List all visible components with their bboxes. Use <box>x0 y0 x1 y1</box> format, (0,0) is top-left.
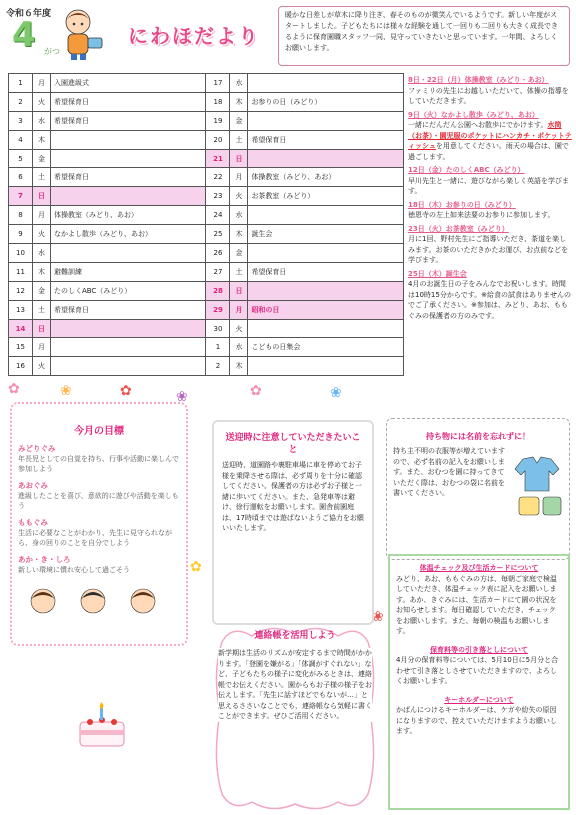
flower-icon: ❀ <box>372 609 384 625</box>
day-number: 12 <box>9 281 33 300</box>
event-body: 早川先生と一緒に、遊びながら楽しく英語を学びます。 <box>408 176 569 195</box>
day-number: 21 <box>206 149 230 168</box>
newsletter-title: にわほだより <box>128 24 260 48</box>
belongings-body: 持ち主不明の衣服等が増えていますので、必ず名前の記入をお願いします。また、おむつを園に持ってきていただく際は、おむつの袋に名前を書いてください。 <box>393 447 505 497</box>
weekday: 日 <box>32 187 50 206</box>
weekday: 月 <box>32 74 50 93</box>
day-number: 16 <box>9 357 33 376</box>
day-number: 4 <box>9 130 33 149</box>
day-number: 25 <box>206 225 230 244</box>
event-body <box>408 120 572 162</box>
event-body: 月に1回、野村先生にご指導いただき、茶道を楽しみます。お茶のいただきかたお運び、お点前などを学びます。 <box>408 235 569 264</box>
event-details <box>408 72 572 321</box>
calendar-row <box>9 111 404 130</box>
event-body: ファミリの先生にお越しいただいて、体操の指導をしていただきます。 <box>408 86 569 105</box>
weekday: 水 <box>230 338 248 357</box>
day-number: 8 <box>9 206 33 225</box>
weekday: 土 <box>32 168 50 187</box>
calendar-row <box>9 130 404 149</box>
day-number: 24 <box>206 206 230 225</box>
calendar-row <box>9 206 404 225</box>
calendar-row <box>9 244 404 263</box>
weekday: 水 <box>230 74 248 93</box>
notice-body: みどり、あお、ももぐみの方は、毎朝ご家庭で検温していただき、体温チェック表に記入をお願いします。あか、きぐみには、生活カードにて園の状況をお知らせします。毎日確認していただき、チェックをお願いします。また、毎朝の検温もお願いします。 <box>396 574 557 635</box>
notice-body: かばんにつけるキーホルダーは、ケガや紛失の原因になりますので、控えていただけますようお願いします。 <box>396 706 557 735</box>
event-name: お参りの日（みどり） <box>248 92 404 111</box>
calendar-row <box>9 262 404 281</box>
event-name <box>248 74 404 93</box>
goal-text: 年長児としての自覚を持ち、行事や活動に楽しんで参加しよう <box>18 455 179 473</box>
event-name <box>50 319 206 338</box>
belongings-title: 持ち物には名前を忘れずに！ <box>426 432 530 441</box>
event-name: 希望保育日 <box>50 168 206 187</box>
items-to-bring: 水筒（お茶）・園児服のポケットにハンカチ・ポケットティッシュ <box>408 121 572 150</box>
day-number: 1 <box>9 74 33 93</box>
weekday: 日 <box>32 319 50 338</box>
weekday: 日 <box>230 149 248 168</box>
event-body: 4月のお誕生日の子をみんなでお祝いします。時間は10時15分からです。※給食の試食はありませんのでご了承ください。※参加は、みどり、あお、ももぐみの保護者の方のみです。 <box>408 280 572 320</box>
calendar-row <box>9 338 404 357</box>
day-number: 2 <box>206 357 230 376</box>
header <box>0 0 576 70</box>
notices-panel <box>388 554 570 810</box>
event-name <box>248 149 404 168</box>
class-name: あおぐみ <box>18 481 48 490</box>
event-name: 希望保育日 <box>248 262 404 281</box>
contact-book-title: 連絡帳を活用しよう <box>254 631 336 641</box>
event-heading: 9日（火）なかよし散歩（みどり、あお） <box>408 110 539 119</box>
event-name <box>248 281 404 300</box>
event-name <box>50 130 206 149</box>
day-number: 30 <box>206 319 230 338</box>
event-name <box>50 338 206 357</box>
day-number: 18 <box>206 92 230 111</box>
contact-book-body: 新学期は生活のリズムが安定するまで時間がかかります。「登園を嫌がる」「体調がすぐれない」など、子どもたちの様子に変化がみるときは、連絡帳でお伝えください。園からもお子様の様子をお伝えします。「先生に話すほどでもないが…」と思えるささいなことでも、連絡帳なら気軽に書くことができます。ぜひご活用ください。 <box>218 649 372 720</box>
event-name <box>50 357 206 376</box>
event-name <box>50 187 206 206</box>
goals-title: 今月の目標 <box>74 426 124 437</box>
event-name <box>248 357 404 376</box>
birthday-cake-icon <box>72 700 132 750</box>
calendar-row <box>9 357 404 376</box>
weekday: 木 <box>230 357 248 376</box>
event-name: 体操教室（みどり、あお） <box>248 168 404 187</box>
event-heading: 25日（木）誕生会 <box>408 269 467 278</box>
flower-icon: ❀ <box>176 389 188 405</box>
day-number: 19 <box>206 111 230 130</box>
weekday: 日 <box>230 281 248 300</box>
contact-book-panel <box>212 622 378 814</box>
day-number: 26 <box>206 244 230 263</box>
event-heading: 23日（火）お茶教室（みどり） <box>408 224 509 233</box>
weekday: 土 <box>230 262 248 281</box>
event-body: 徳恩寺の左上如来法要のお参りに参加します。 <box>408 211 555 219</box>
weekday: 水 <box>230 206 248 225</box>
event-name: お茶教室（みどり） <box>248 187 404 206</box>
weekday: 木 <box>32 130 50 149</box>
day-number: 23 <box>206 187 230 206</box>
weekday: 土 <box>230 130 248 149</box>
day-number: 20 <box>206 130 230 149</box>
event-name <box>248 244 404 263</box>
children-illustration <box>18 581 168 621</box>
day-number: 2 <box>9 92 33 111</box>
flower-icon: ✿ <box>120 383 132 399</box>
goal-text: 新しい環境に慣れ安心して過ごそう <box>18 566 130 574</box>
calendar-row <box>9 225 404 244</box>
goal-item <box>18 517 180 548</box>
event-name: 希望保育日 <box>50 111 206 130</box>
event-name: 体操教室（みどり、あお） <box>50 206 206 225</box>
flower-icon: ❀ <box>330 385 342 401</box>
goal-item <box>18 480 180 511</box>
calendar-row <box>9 74 404 93</box>
flower-icon: ✿ <box>250 383 262 399</box>
weekday: 火 <box>32 92 50 111</box>
notice-heading: キーホルダーについて <box>444 695 514 704</box>
weekday: 金 <box>230 111 248 130</box>
flower-icon: ❀ <box>60 383 72 399</box>
day-number: 11 <box>9 262 33 281</box>
event-name: 昭和の日 <box>248 300 404 319</box>
weekday: 水 <box>32 244 50 263</box>
weekday: 水 <box>32 111 50 130</box>
event-name <box>50 149 206 168</box>
weekday: 月 <box>230 300 248 319</box>
event-calendar <box>8 73 404 376</box>
weekday: 金 <box>230 244 248 263</box>
calendar-row <box>9 149 404 168</box>
weekday: 土 <box>32 300 50 319</box>
weekday: 火 <box>32 225 50 244</box>
day-number: 28 <box>206 281 230 300</box>
day-number: 5 <box>9 149 33 168</box>
event-body-text: 一緒にだんだん公園へお散歩にでかけます。 <box>408 121 548 129</box>
calendar-row <box>9 187 404 206</box>
day-number: 13 <box>9 300 33 319</box>
day-number: 9 <box>9 225 33 244</box>
pickup-notice-panel <box>212 420 374 625</box>
pickup-notice-body: 送迎時、道園路や裏駐車場に車を停めてお子様を乗降させる際は、必ず周りを十分に確認してください。保護者の方は必ずお子様と一緒に歩いてください。また、急発車等は避け、徐行運転をお願いします。園舎前園庭は、17時頃までは遊ばないようご協力をお願いいたします。 <box>222 461 364 532</box>
event-name: 避難訓練 <box>50 262 206 281</box>
weekday: 木 <box>230 225 248 244</box>
event-heading: 12日（金）たのしくABC（みどり） <box>408 166 525 174</box>
day-number: 27 <box>206 262 230 281</box>
event-name: 希望保育日 <box>50 300 206 319</box>
class-name: あか・き・しろ <box>18 555 71 564</box>
clothes-icon <box>513 455 565 519</box>
day-number: 17 <box>206 74 230 93</box>
calendar-row <box>9 281 404 300</box>
event-name <box>248 319 404 338</box>
weekday: 木 <box>230 92 248 111</box>
class-name: みどりぐみ <box>18 444 56 453</box>
flower-icon: ✿ <box>8 381 20 397</box>
weekday: 月 <box>32 206 50 225</box>
calendar-row <box>9 168 404 187</box>
day-number: 22 <box>206 168 230 187</box>
fiscal-year-label: 令和６年度 <box>6 9 52 19</box>
event-name: たのしくABC（みどり） <box>50 281 206 300</box>
day-number: 6 <box>9 168 33 187</box>
event-heading: 8日・22日（月）体操教室（みどり・あお） <box>408 76 549 84</box>
event-name: こどもの日集会 <box>248 338 404 357</box>
goal-text: 生活に必要なことがわかり、先生に見守られながら、身の回りのことを自分でしよう <box>18 529 172 547</box>
belongings-panel <box>386 418 570 560</box>
event-name <box>50 244 206 263</box>
pickup-notice-title: 送迎時に注意していただきたいこと <box>225 433 361 455</box>
calendar-row <box>9 319 404 338</box>
day-number: 3 <box>9 111 33 130</box>
weekday: 火 <box>230 187 248 206</box>
intro-text: 暖かな日差しが草木に降り注ぎ、春そのものが微笑んでいるようです。新しい年度がスタートしました。子どもたちには様々な経験を通して一回りも二回りも大きく成長できるように保育園職スタッフ一同、見守っていきたいと思っています。一年間、よろしくお願いします。 <box>278 6 570 66</box>
calendar-row <box>9 300 404 319</box>
event-name: 誕生会 <box>248 225 404 244</box>
day-number: 7 <box>9 187 33 206</box>
weekday: 月 <box>32 338 50 357</box>
day-number: 29 <box>206 300 230 319</box>
notice-body: 4月分の保育料等については、5月10日に5月分と合わせて引き落としさせていただきますので、よろしくお願いします。 <box>396 656 559 685</box>
monthly-goals-panel <box>10 402 188 646</box>
weekday: 月 <box>230 168 248 187</box>
goal-text: 進級したことを喜び、意欲的に遊びや活動を楽しもう <box>18 492 179 510</box>
weekday: 火 <box>32 357 50 376</box>
weekday: 火 <box>230 319 248 338</box>
day-number: 15 <box>9 338 33 357</box>
event-name: 入園進級式 <box>50 74 206 93</box>
event-name: なかよし散歩（みどり、あお） <box>50 225 206 244</box>
event-name <box>248 206 404 225</box>
day-number: 14 <box>9 319 33 338</box>
flower-icon: ✿ <box>190 559 202 575</box>
weekday: 木 <box>32 262 50 281</box>
child-watering-icon <box>58 6 106 62</box>
day-number: 1 <box>206 338 230 357</box>
notice-heading: 体温チェック及び生活カードについて <box>419 564 539 572</box>
event-name <box>248 111 404 130</box>
calendar-row <box>9 92 404 111</box>
weekday: 金 <box>32 149 50 168</box>
goal-item <box>18 554 180 575</box>
day-number: 10 <box>9 244 33 263</box>
event-heading: 18日（木）お参りの日（みどり） <box>408 200 516 209</box>
notice-heading: 保育料等の引き落としについて <box>430 645 528 654</box>
event-name: 希望保育日 <box>50 92 206 111</box>
month-number: 4 <box>12 15 36 55</box>
month-suffix: がつ <box>44 47 60 56</box>
event-body-text: を用意してください。雨天の場合は、園で過ごします。 <box>408 142 569 161</box>
event-name: 希望保育日 <box>248 130 404 149</box>
goal-item <box>18 443 180 474</box>
class-name: ももぐみ <box>18 518 48 527</box>
weekday: 金 <box>32 281 50 300</box>
